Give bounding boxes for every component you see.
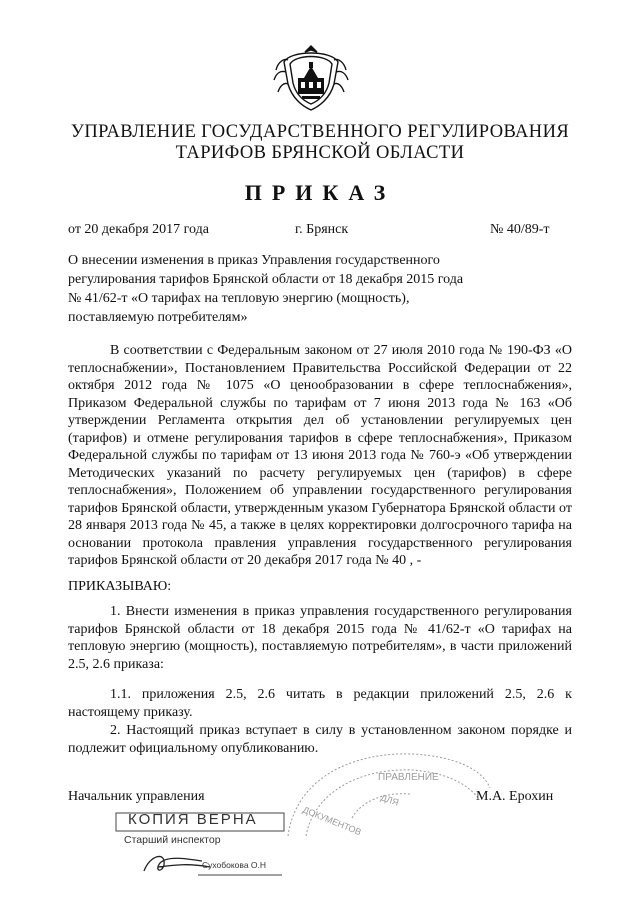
subject-line3: № 41/62-т «О тарифах на тепловую энергию (мощность),: [68, 291, 410, 306]
order-word: ПРИКАЗЫВАЮ:: [68, 579, 172, 594]
document-city: г. Брянск: [295, 222, 349, 237]
copy-stamp-role: Старший инспектор: [124, 834, 221, 846]
order-item-1: 1. Внести изменения в приказ управления государственного регулирования тарифов Брянской области от 18 декабря 2015 года № 41/62-т «О тарифах на тепловую энергию (мощность), поставляемую потребителям», в части приложений 2.5, 2.6 приказа:: [68, 604, 572, 672]
organization-name: [0, 122, 640, 164]
document-type-title: ПРИКАЗ: [244, 180, 396, 205]
copy-stamp-name: Сухобокова О.Н: [202, 860, 267, 870]
signatory-name: М.А. Ерохин: [476, 789, 554, 804]
svg-text:ДОКУМЕНТОВ: ДОКУМЕНТОВ: [301, 804, 363, 838]
svg-text:ДЛЯ: ДЛЯ: [379, 792, 401, 808]
subject-line1: О внесении изменения в приказ Управления государственного: [68, 253, 440, 268]
preamble-paragraph: В соответствии с Федеральным законом от 27 июля 2010 года № 190-ФЗ «О теплоснабжении», Постановлением Правительства Российской Федерации от 22 октября 2012 года № 1075 «О ценообразовании в сфере теплоснабжения», Приказом Федеральной службы по тарифам от 7 июня 2013 года № 163 «Об утверждении Регламента открытия дел об установлении регулируемых цен (тарифов) и отмене регулирования тарифов в сфере теплоснабжения», Приказом Федеральной службы по тарифам от 13 июня 2013 года № 760-э «Об утверждении Методических указаний по расчету регулируемых цен (тарифов) в сфере теплоснабжения», Положением об управлении государственного регулирования тарифов Брянской области, утвержденным указом Губернатора Брянской области от 28 января 2013 года № 45, а также в целях корректировки долгосрочного тарифа на основании протокола правления управления государственного регулирования тарифов Брянской области от 20 декабря 2017 года № 40 , -: [68, 343, 572, 568]
round-seal-stamp: [282, 748, 492, 838]
signatory-position: Начальник управления: [68, 789, 205, 804]
document-subject: [68, 251, 508, 327]
coat-of-arms-emblem: [270, 40, 352, 116]
copy-stamp-heading: КОПИЯ ВЕРНА: [128, 811, 258, 828]
svg-text:ПРАВЛЕНИЕ: ПРАВЛЕНИЕ: [378, 772, 439, 783]
order-item-2: 2. Настоящий приказ вступает в силу в установленном законом порядке и подлежит официальному опубликованию.: [68, 723, 572, 756]
document-date: от 20 декабря 2017 года: [68, 222, 209, 237]
subject-line4: поставляемую потребителям»: [68, 310, 248, 325]
order-item-1-1: 1.1. приложения 2.5, 2.6 читать в редакции приложений 2.5, 2.6 к настоящему приказу.: [68, 687, 572, 720]
subject-line2: регулирования тарифов Брянской области от 18 декабря 2015 года: [68, 272, 464, 287]
organization-name-line1: УПРАВЛЕНИЕ ГОСУДАРСТВЕННОГО РЕГУЛИРОВАНИЯ: [70, 122, 570, 142]
document-number: № 40/89-т: [490, 222, 550, 237]
organization-name-line2: ТАРИФОВ БРЯНСКОЙ ОБЛАСТИ: [175, 143, 465, 163]
copy-certified-stamp: [114, 811, 286, 877]
